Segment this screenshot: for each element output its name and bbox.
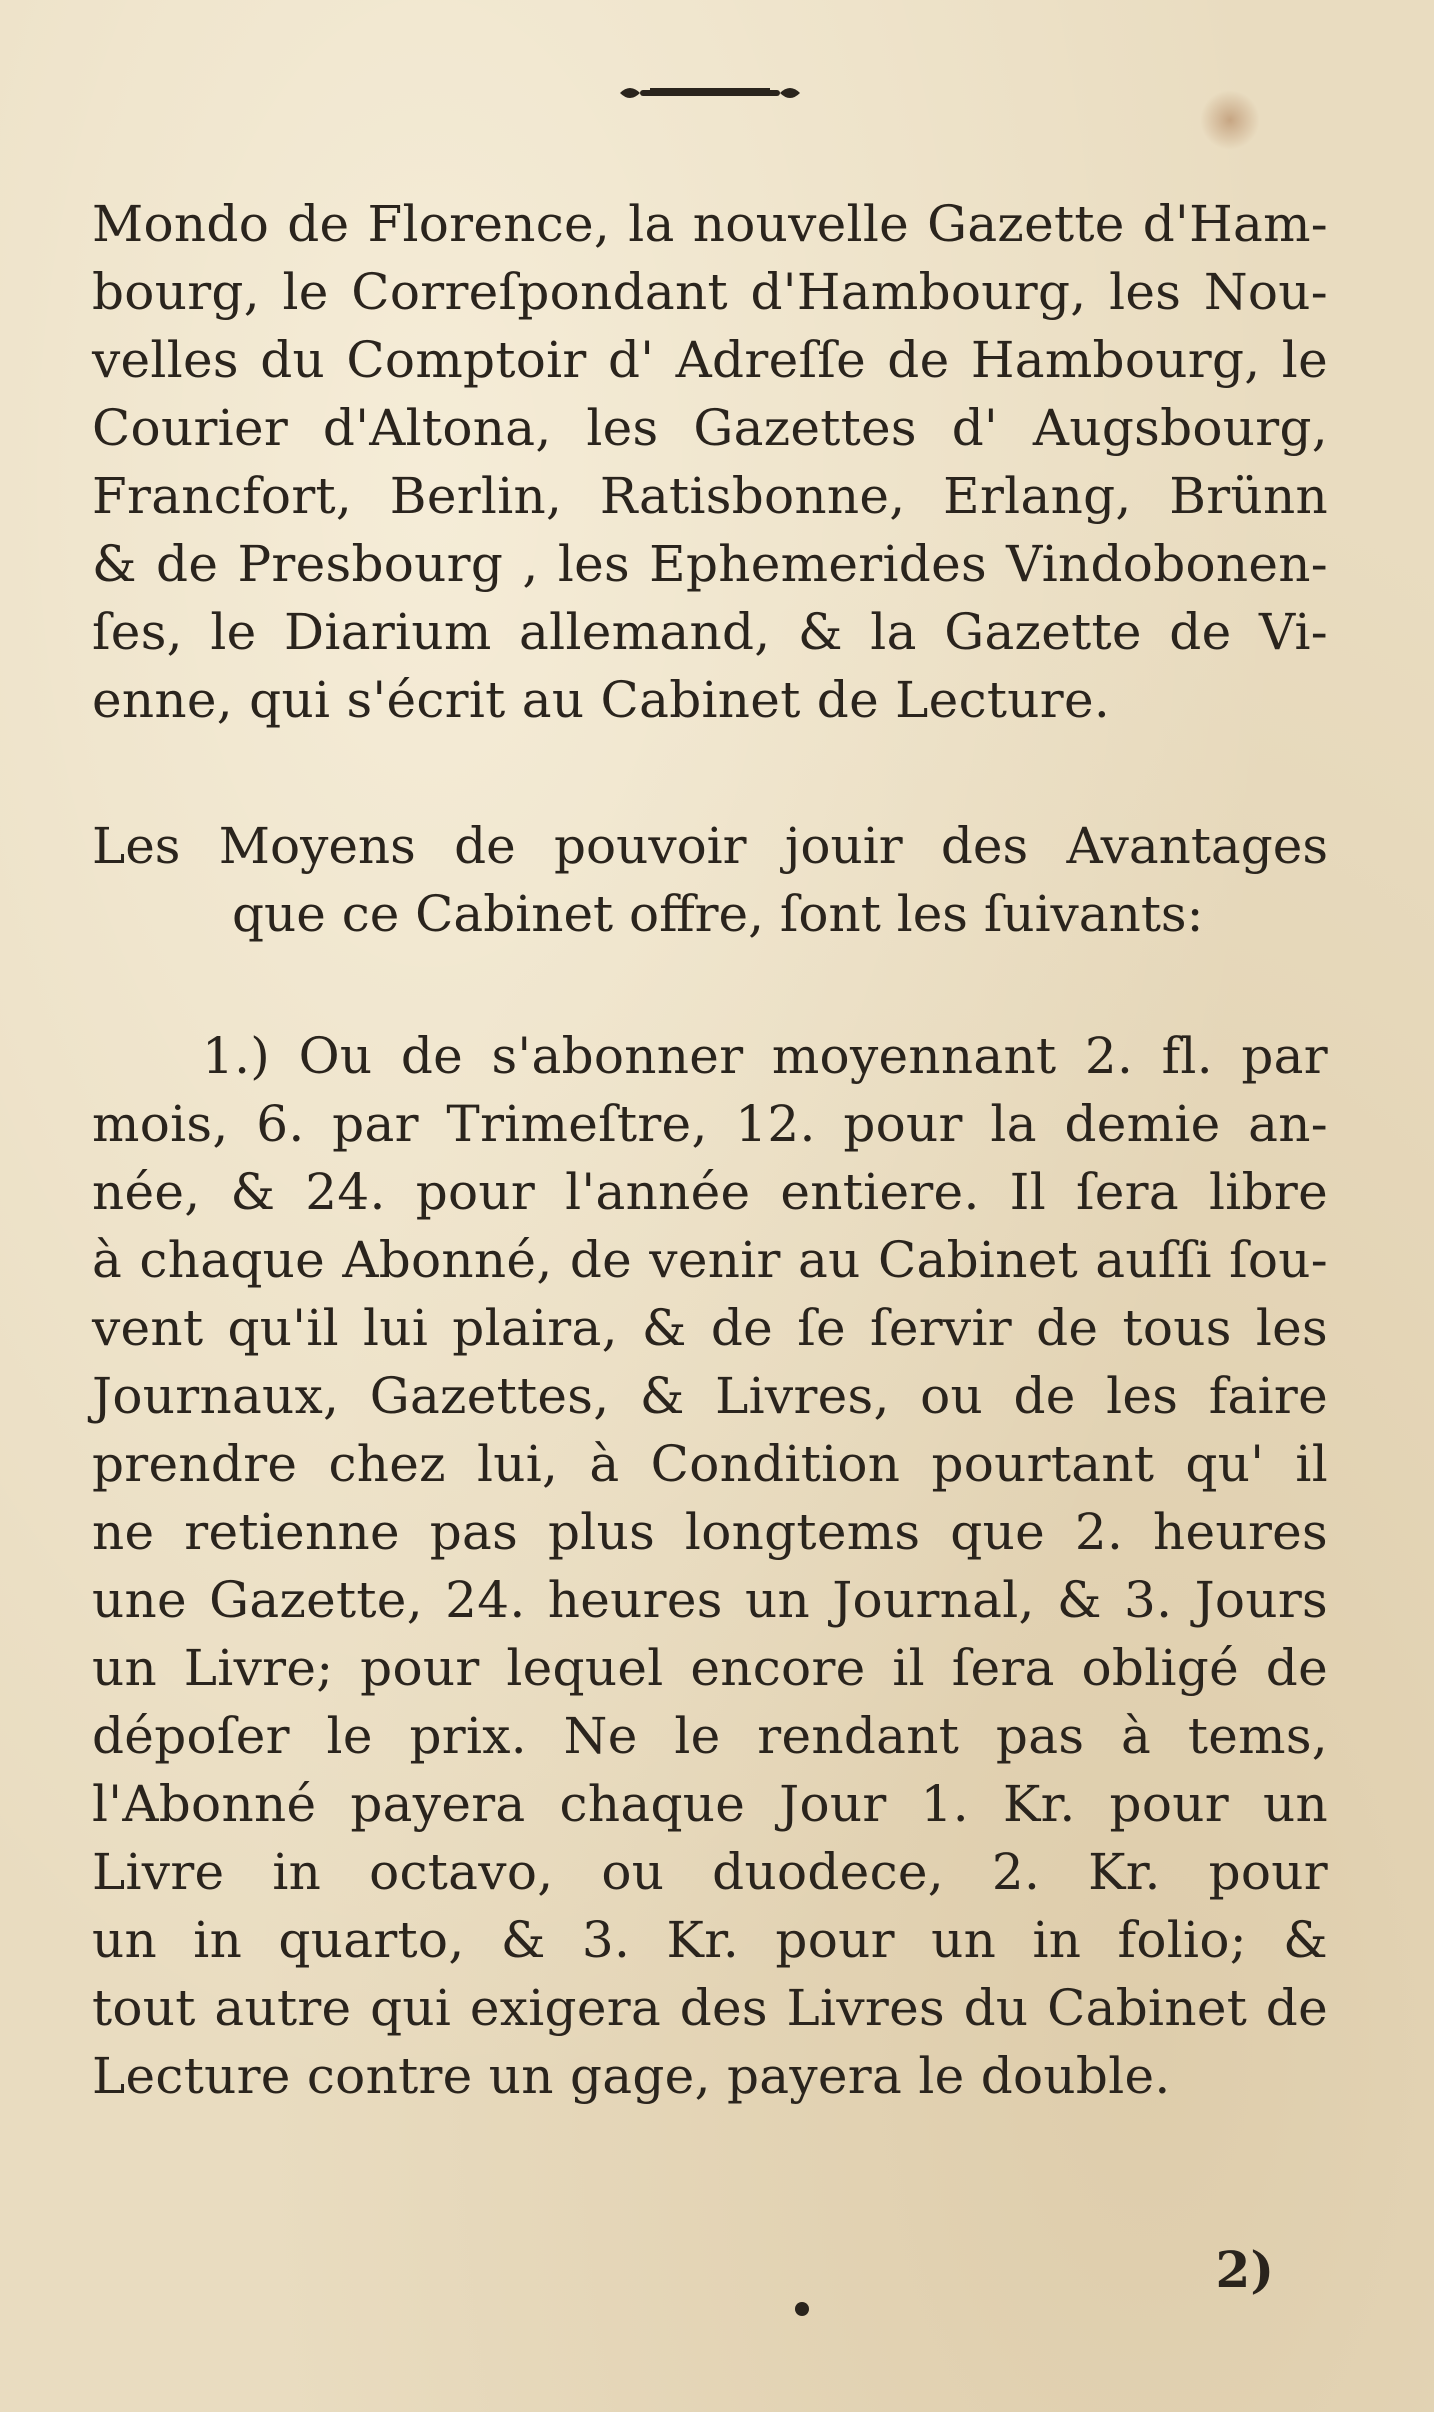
text-line: une Gazette, 24. heures un Journal, & 3. Jours xyxy=(92,1571,1328,1629)
text-line: Mondo de Florence, la nouvelle Gazette d'Ham- xyxy=(92,195,1328,253)
paper-stain xyxy=(1200,90,1260,150)
text-line: enne, qui s'écrit au Cabinet de Lecture. xyxy=(92,671,1111,729)
paragraph-newspapers-list xyxy=(92,190,1328,734)
text-line: ne retienne pas plus longtems que 2. heures xyxy=(92,1503,1328,1561)
heading-line: Les Moyens de pouvoir jouir des Avantages xyxy=(92,817,1328,875)
ornament-icon xyxy=(610,78,810,108)
text-line: Journaux, Gazettes, & Livres, ou de les faire xyxy=(92,1367,1328,1425)
ink-dot xyxy=(795,2302,809,2316)
text-line: Lecture contre un gage, payera le double. xyxy=(92,2047,1171,2105)
text-line: Francfort, Berlin, Ratisbonne, Erlang, Brünn xyxy=(92,467,1328,525)
text-line: & de Presbourg , les Ephemerides Vindobonen- xyxy=(92,535,1328,593)
text-line: un in quarto, & 3. Kr. pour un in folio; & xyxy=(92,1911,1328,1969)
text-line: Courier d'Altona, les Gazettes d' Augsbourg, xyxy=(92,399,1328,457)
text-line: un Livre; pour lequel encore il ſera obligé de xyxy=(92,1639,1328,1697)
section-heading xyxy=(92,812,1328,948)
text-line: ſes, le Diarium allemand, & la Gazette de Vi- xyxy=(92,603,1328,661)
text-line: vent qu'il lui plaira, & de ſe ſervir de tous les xyxy=(92,1299,1328,1357)
text-line: Livre in octavo, ou duodece, 2. Kr. pour xyxy=(92,1843,1328,1901)
text-line: bourg, le Correſpondant d'Hambourg, les Nou- xyxy=(92,263,1328,321)
text-line: à chaque Abonné, de venir au Cabinet auſſi ſou- xyxy=(92,1231,1328,1289)
text-line: dépoſer le prix. Ne le rendant pas à tems, xyxy=(92,1707,1328,1765)
text-line: prendre chez lui, à Condition pourtant qu' il xyxy=(92,1435,1328,1493)
text-line: l'Abonné payera chaque Jour 1. Kr. pour un xyxy=(92,1775,1328,1833)
text-line: 1.) Ou de s'abonner moyennant 2. fl. par xyxy=(202,1027,1328,1085)
catchword: 2) xyxy=(1215,2240,1274,2299)
text-line: mois, 6. par Trimeſtre, 12. pour la demie an- xyxy=(92,1095,1328,1153)
heading-line: que ce Cabinet offre, ſont les ſuivants: xyxy=(232,885,1204,943)
paragraph-subscription-terms xyxy=(92,1022,1328,2110)
text-line: née, & 24. pour l'année entiere. Il ſera libre xyxy=(92,1163,1328,1221)
text-line: velles du Comptoir d' Adreſſe de Hambourg, le xyxy=(92,331,1328,389)
text-line: tout autre qui exigera des Livres du Cabinet de xyxy=(92,1979,1328,2037)
